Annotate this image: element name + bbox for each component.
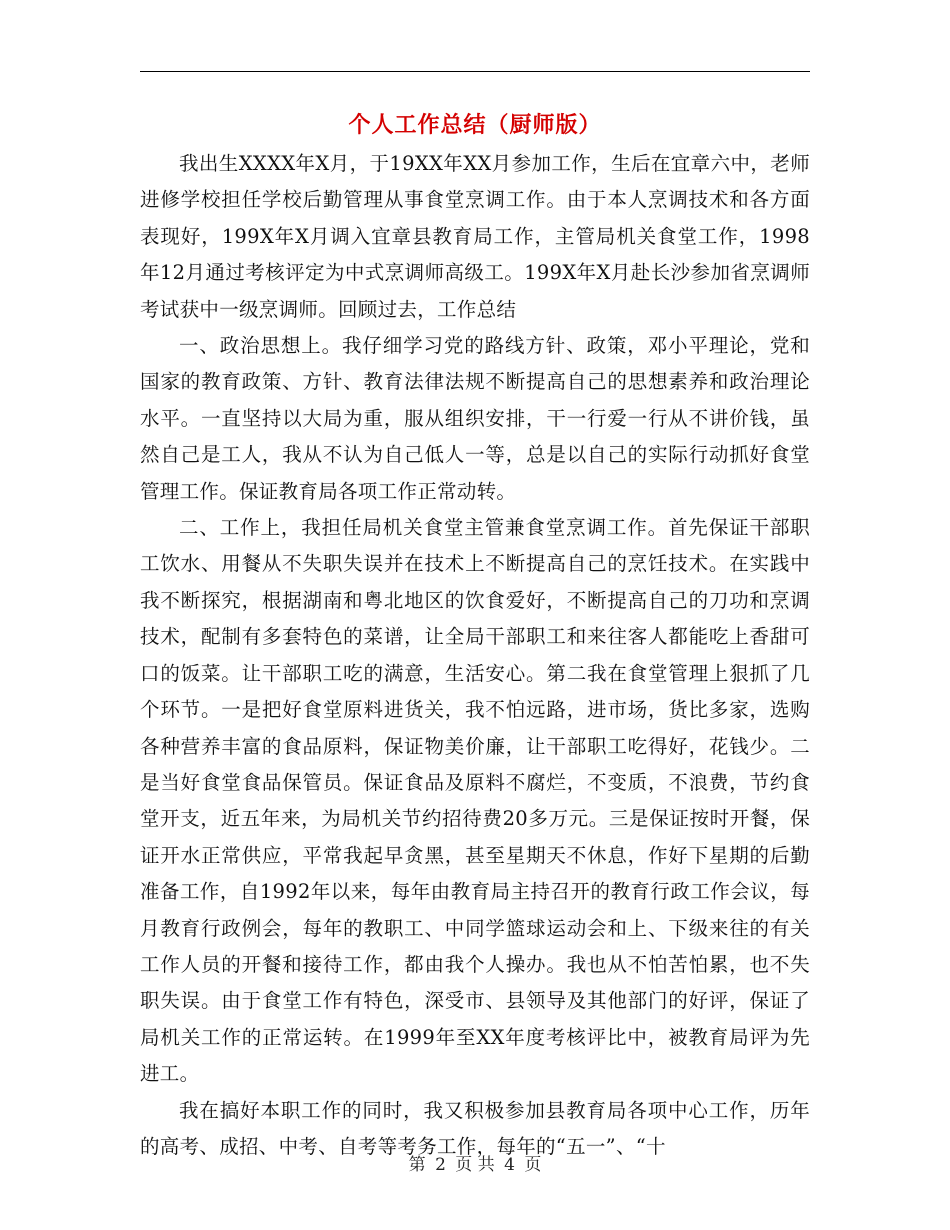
document-body xyxy=(140,146,810,1165)
page-prefix: 第 xyxy=(408,1155,426,1175)
page-suffix: 页 xyxy=(524,1155,542,1175)
document-title: 个人工作总结（厨师版） xyxy=(348,112,602,138)
paragraph-other-duties: 我在搞好本职工作的同时，我又积极参加县教育局各项中心工作，历年的高考、成招、中考、自考等考务工作，每年的“五一”、“十 xyxy=(140,1098,810,1158)
paragraph-political: 一、政治思想上。我仔细学习党的路线方针、政策，邓小平理论，党和国家的教育政策、方针、教育法律法规不断提高自己的思想素养和政治理论水平。一直坚持以大局为重，服从组织安排，干一行爱一行从不讲价钱，虽然自己是工人，我从不认为自己低人一等，总是以自己的实际行动抓好食堂管理工作。保证教育局各项工作正常动转。 xyxy=(140,334,810,503)
header-rule xyxy=(140,71,810,72)
page-mid: 页 共 xyxy=(455,1155,495,1175)
paragraph-work: 二、工作上，我担任局机关食堂主管兼食堂烹调工作。首先保证干部职工饮水、用餐从不失职失误并在技术上不断提高自己的烹饪技术。在实践中我不断探究，根据湖南和粤北地区的饮食爱好，不断提高自己的刀功和烹调技术，配制有多套特色的菜谱，让全局干部职工和来往客人都能吃上香甜可口的饭菜。让干部职工吃的满意，生活安心。第二我在食堂管理上狠抓了几个环节。一是把好食堂原料进货关，我不怕远路，进市场，货比多家，选购各种营养丰富的食品原料，保证物美价廉，让干部职工吃得好，花钱少。二是当好食堂食品保管员。保证食品及原料不腐烂，不变质，不浪费，节约食堂开支，近五年来，为局机关节约招待费20多万元。三是保证按时开餐，保证开水正常供应，平常我起早贪黑，甚至星期天不休息，作好下星期的后勤准备工作，自1992年以来，每年由教育局主持召开的教育行政工作会议，每月教育行政例会，每年的教职工、中同学篮球运动会和上、下级来往的有关工作人员的开餐和接待工作，都由我个人操办。我也从不怕苦怕累，也不失职失误。由于食堂工作有特色，深受市、县领导及其他部门的好评，保证了局机关工作的正常运转。在1999年至XX年度考核评比中，被教育局评为先进工。 xyxy=(140,516,810,1086)
total-pages: 4 xyxy=(504,1155,515,1175)
page-footer xyxy=(0,1154,950,1176)
page-number: 2 xyxy=(435,1155,446,1175)
paragraph-intro: 我出生XXXX年X月，于19XX年XX月参加工作，生后在宜章六中，老师进修学校担任学校后勤管理从事食堂烹调工作。由于本人烹调技术和各方面表现好，199X年X月调入宜章县教育局工作，主管局机关食堂工作，1998年12月通过考核评定为中式烹调师高级工。199X年X月赴长沙参加省烹调师考试获中一级烹调师。回顾过去，工作总结 xyxy=(140,152,810,321)
